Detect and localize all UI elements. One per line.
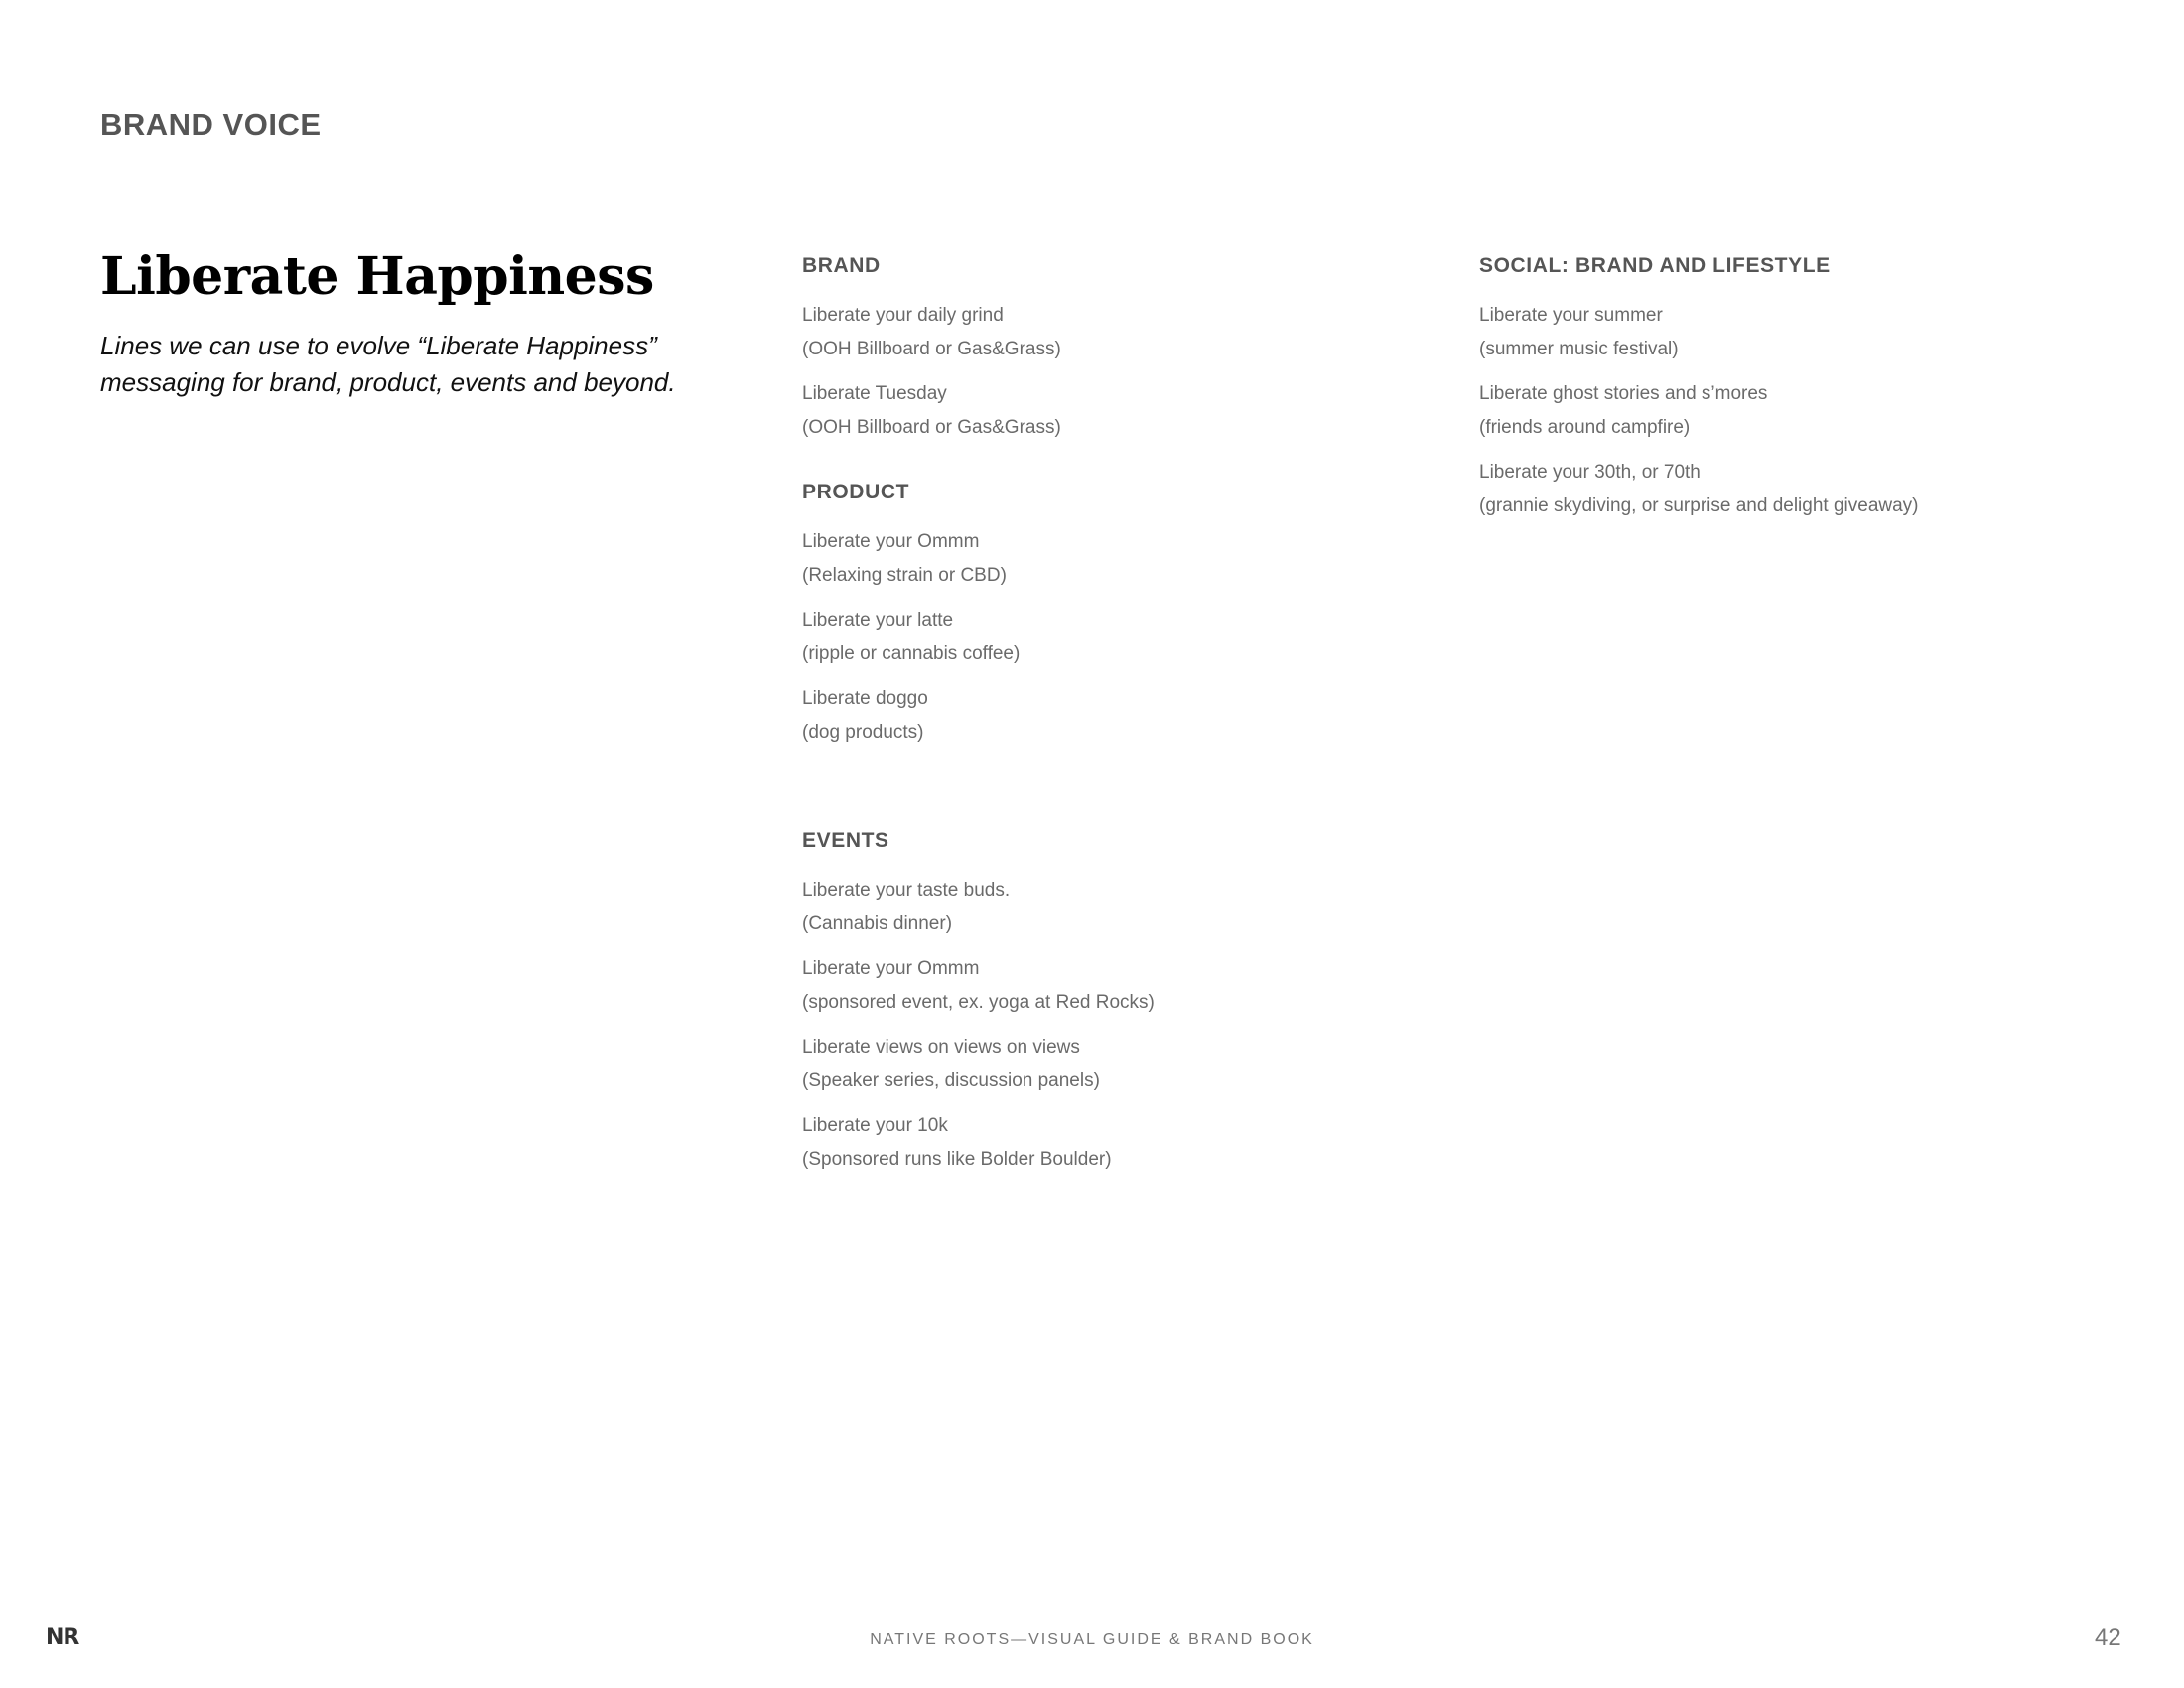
footer-title: NATIVE ROOTS—VISUAL GUIDE & BRAND BOOK xyxy=(870,1631,1314,1648)
entry-line: Liberate your 10k xyxy=(802,1115,948,1136)
entry-line: Liberate your daily grind xyxy=(802,305,1004,326)
list-item xyxy=(802,1109,1418,1177)
entry-line: Liberate your summer xyxy=(1479,305,1663,326)
entry-note: (grannie skydiving, or surprise and delight giveaway) xyxy=(1479,495,1919,516)
list-item xyxy=(802,682,1418,750)
group-title-product: PRODUCT xyxy=(802,481,910,503)
page-number: 42 xyxy=(2095,1624,2121,1651)
list-item xyxy=(802,1031,1418,1098)
entry-note: (Speaker series, discussion panels) xyxy=(802,1070,1100,1091)
list-item xyxy=(1479,456,2095,523)
entry-note: (Sponsored runs like Bolder Boulder) xyxy=(802,1149,1112,1170)
entry-note: (summer music festival) xyxy=(1479,339,1679,359)
group-title-events: EVENTS xyxy=(802,829,889,852)
list-item xyxy=(802,299,1418,366)
entry-line: Liberate your latte xyxy=(802,610,954,631)
page-title: Liberate Happiness xyxy=(100,246,654,307)
list-item xyxy=(802,604,1418,671)
entry-line: Liberate your taste buds. xyxy=(802,880,1011,901)
entry-note: (OOH Billboard or Gas&Grass) xyxy=(802,339,1061,359)
section-label: BRAND VOICE xyxy=(100,107,322,142)
list-item xyxy=(802,377,1418,445)
entry-note: (dog products) xyxy=(802,722,924,743)
entry-line: Liberate ghost stories and s’mores xyxy=(1479,383,1768,404)
list-item xyxy=(802,874,1418,941)
entry-line: Liberate your 30th, or 70th xyxy=(1479,462,1701,483)
group-events xyxy=(802,829,1418,1188)
list-item xyxy=(1479,299,2095,366)
list-item xyxy=(802,525,1418,593)
group-product xyxy=(802,481,1418,761)
entry-note: (friends around campfire) xyxy=(1479,417,1691,438)
entry-note: (OOH Billboard or Gas&Grass) xyxy=(802,417,1061,438)
entry-note: (Cannabis dinner) xyxy=(802,914,953,934)
group-title-social: SOCIAL: BRAND AND LIFESTYLE xyxy=(1479,254,1831,277)
entry-note: (sponsored event, ex. yoga at Red Rocks) xyxy=(802,992,1155,1013)
entry-line: Liberate Tuesday xyxy=(802,383,947,404)
entry-note: (ripple or cannabis coffee) xyxy=(802,643,1021,664)
brand-logo: NR xyxy=(46,1625,79,1650)
entry-line: Liberate doggo xyxy=(802,688,928,709)
intro-description: Lines we can use to evolve “Liberate Happiness” messaging for brand, product, events and beyond. xyxy=(100,331,676,397)
list-item xyxy=(1479,377,2095,445)
entry-line: Liberate views on views on views xyxy=(802,1037,1080,1057)
group-brand xyxy=(802,254,1418,456)
list-item xyxy=(802,952,1418,1020)
entry-line: Liberate your Ommm xyxy=(802,958,980,979)
entry-line: Liberate your Ommm xyxy=(802,531,980,552)
group-title-brand: BRAND xyxy=(802,254,881,277)
group-social xyxy=(1479,254,2095,534)
entry-note: (Relaxing strain or CBD) xyxy=(802,565,1007,586)
